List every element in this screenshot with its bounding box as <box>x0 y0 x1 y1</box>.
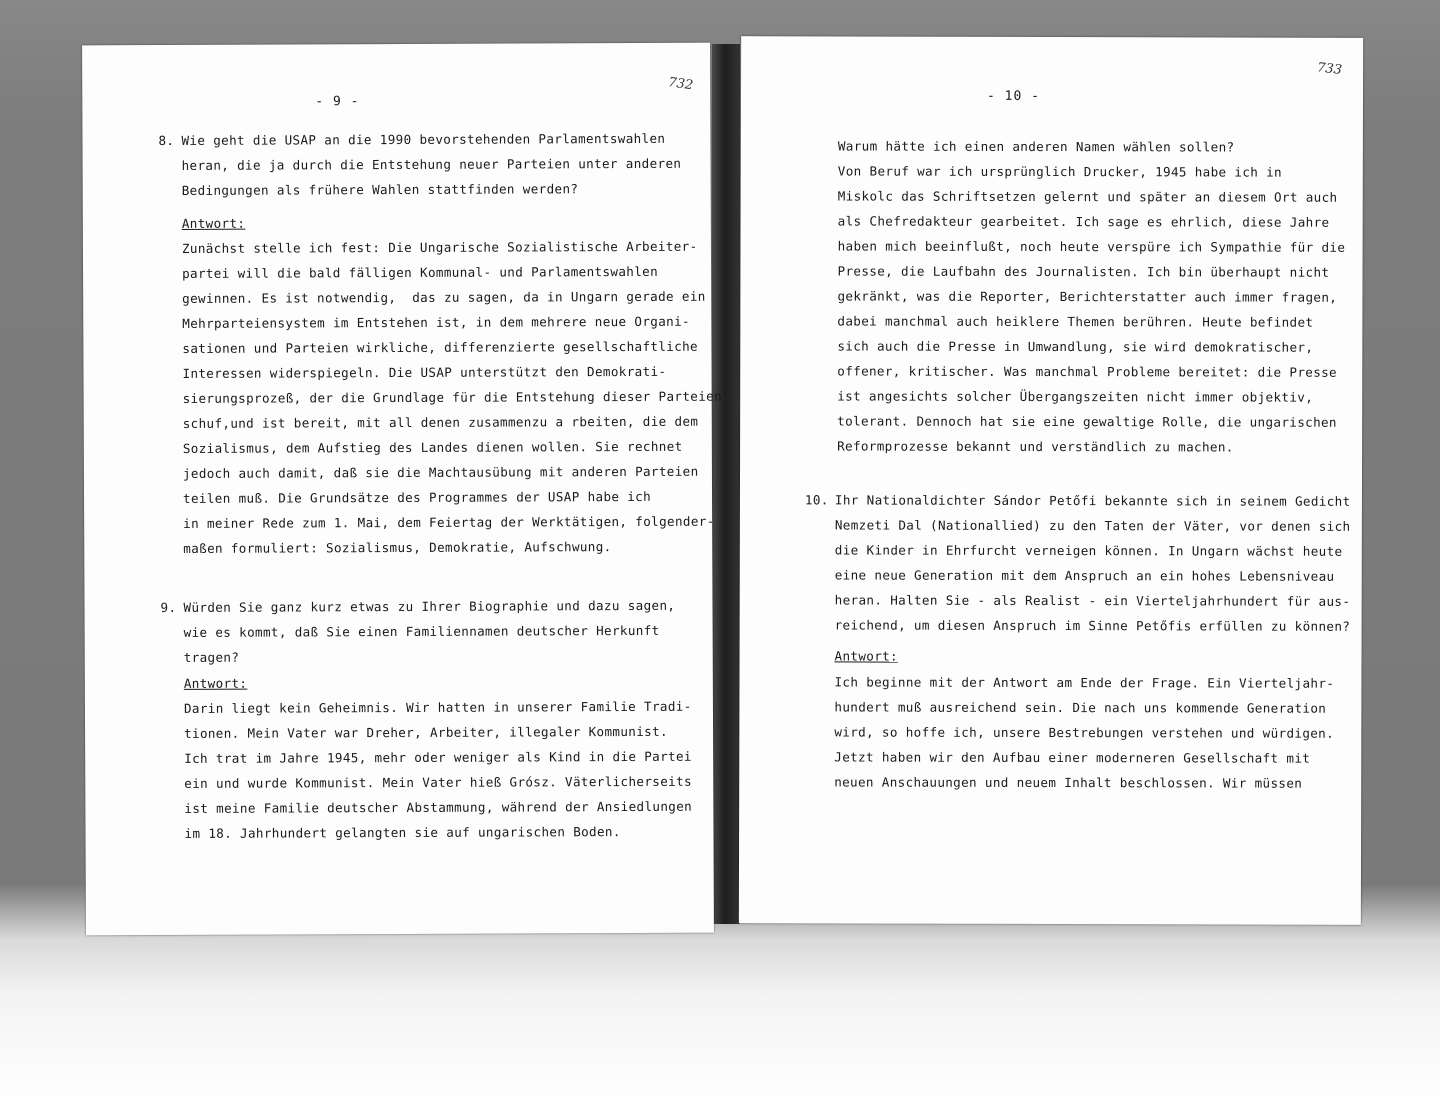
answer-line: Presse, die Laufbahn des Journalisten. Ich bin überhaupt nicht <box>837 263 1330 280</box>
answer-line: im 18. Jahrhundert gelangten sie auf ungarischen Boden. <box>184 824 621 841</box>
answer-line: Miskolc das Schriftsetzen gelernt und später an diesem Ort auch <box>837 188 1338 205</box>
question-line: Wie geht die USAP an die 1990 bevorstehenden Parlamentswahlen <box>181 130 666 148</box>
answer-label: Antwort: <box>834 648 899 664</box>
answer-line: Ich beginne mit der Antwort am Ende der Frage. Ein Vierteljahr- <box>834 674 1335 691</box>
answer-line: tionen. Mein Vater war Dreher, Arbeiter, illegaler Kommunist. <box>184 723 668 741</box>
answer-line: Darin liegt kein Geheimnis. Wir hatten in unserer Familie Tradi- <box>183 698 692 716</box>
page-number: - 10 - <box>986 88 1040 104</box>
question-number: 9. <box>160 599 177 616</box>
question-line: wie es kommt, daß Sie einen Familiennamen deutscher Herkunft <box>183 622 660 640</box>
answer-line: maßen formuliert: Sozialismus, Demokratie, Aufschwung. <box>183 539 612 556</box>
answer-line: Interessen widerspiegeln. Die USAP unterstützt den Demokrati- <box>182 363 667 381</box>
answer-line: tolerant. Dennoch hat sie eine gewaltige Rolle, die ungarischen <box>837 413 1337 430</box>
right-page <box>739 36 1363 925</box>
answer-line: schuf,und ist bereit, mit all denen zusammenzu a rbeiten, die dem <box>182 413 699 431</box>
answer-line: sierungsprozeß, der die Grundlage für die Entstehung dieser Parteien <box>182 388 723 406</box>
answer-line: Ich trat im Jahre 1945, mehr oder weniger als Kind in die Partei <box>184 748 692 766</box>
question-line: heran. Halten Sie - als Realist - ein Vierteljahrhundert für aus- <box>834 592 1351 609</box>
answer-line: offener, kritischer. Was manchmal Probleme bereitet: die Presse <box>837 363 1338 380</box>
answer-line: als Chefredakteur gearbeitet. Ich sage es ehrlich, diese Jahre <box>837 213 1330 230</box>
question-line: heran, die ja durch die Entstehung neuer Parteien unter anderen <box>181 155 682 173</box>
handwritten-page-number: 733 <box>1316 60 1343 79</box>
page-number: - 9 - <box>315 94 360 110</box>
question-number: 8. <box>158 132 175 149</box>
answer-line: sich auch die Presse in Umwandlung, sie wird demokratischer, <box>837 338 1314 355</box>
answer-line: in meiner Rede zum 1. Mai, dem Feiertag der Werktätigen, folgender- <box>183 513 715 531</box>
question-line: eine neue Generation mit dem Anspruch an ein hohes Lebensniveau <box>834 567 1335 584</box>
answer-line: gewinnen. Es ist notwendig, das zu sagen, da in Ungarn gerade ein <box>182 288 706 306</box>
answer-line: sationen und Parteien wirkliche, differenzierte gesellschaftliche <box>182 338 699 356</box>
answer-line: neuen Anschauungen und neuem Inhalt beschlossen. Wir müssen <box>834 774 1303 791</box>
answer-line: hundert muß ausreichend sein. Die nach uns kommende Generation <box>834 699 1327 716</box>
answer-line: teilen muß. Die Grundsätze des Programmes der USAP habe ich <box>183 488 652 506</box>
handwritten-page-number: 732 <box>667 75 694 94</box>
answer-line: Mehrparteiensystem im Entstehen ist, in dem mehrere neue Organi- <box>182 313 690 331</box>
answer-line: Warum hätte ich einen anderen Namen wählen sollen? <box>837 138 1235 155</box>
answer-line: haben mich beeinflußt, noch heute verspüre ich Sympathie für die <box>837 238 1346 255</box>
answer-line: Zunächst stelle ich fest: Die Ungarische Sozialistische Arbeiter- <box>181 238 698 256</box>
answer-line: gekränkt, was die Reporter, Berichterstatter auch immer fragen, <box>837 288 1338 305</box>
answer-label: Antwort: <box>183 675 248 691</box>
question-line: Ihr Nationaldichter Sándor Petőfi bekannte sich in seinem Gedicht <box>834 492 1351 509</box>
question-line: Bedingungen als frühere Wahlen stattfinden werden? <box>181 181 579 198</box>
question-line: Würden Sie ganz kurz etwas zu Ihrer Biographie und dazu sagen, <box>183 597 676 615</box>
answer-line: jedoch auch damit, daß sie die Machtausübung mit anderen Parteien <box>182 463 699 481</box>
left-page <box>82 43 723 936</box>
book-gutter <box>712 44 740 924</box>
answer-line: Jetzt haben wir den Aufbau einer moderneren Gesellschaft mit <box>834 749 1311 766</box>
answer-line: ein und wurde Kommunist. Mein Vater hieß Grósz. Väterlicherseits <box>184 773 692 791</box>
answer-label: Antwort: <box>181 215 246 231</box>
answer-line: Sozialismus, dem Aufstieg des Landes dienen wollen. Sie rechnet <box>182 438 683 456</box>
question-line: reichend, um diesen Anspruch im Sinne Petőfis erfüllen zu können? <box>834 617 1351 634</box>
question-line: tragen? <box>183 649 240 665</box>
question-line: die Kinder in Ehrfurcht verneigen können. In Ungarn wächst heute <box>834 542 1343 559</box>
answer-line: ist angesichts solcher Übergangszeiten nicht immer objektiv, <box>837 388 1314 405</box>
answer-line: partei will die bald fälligen Kommunal- und Parlamentswahlen <box>182 263 659 281</box>
answer-line: wird, so hoffe ich, unsere Bestrebungen verstehen und würdigen. <box>834 724 1335 741</box>
answer-line: Von Beruf war ich ursprünglich Drucker, 1945 habe ich in <box>837 163 1283 180</box>
question-line: Nemzeti Dal (Nationallied) zu den Taten der Väter, vor denen sich <box>834 517 1351 534</box>
question-number: 10. <box>804 492 829 508</box>
answer-line: ist meine Familie deutscher Abstammung, während der Ansiedlungen <box>184 798 693 816</box>
answer-line: dabei manchmal auch heiklere Themen berühren. Heute befindet <box>837 313 1314 330</box>
answer-line: Reformprozesse bekannt und verständlich zu machen. <box>837 438 1234 455</box>
